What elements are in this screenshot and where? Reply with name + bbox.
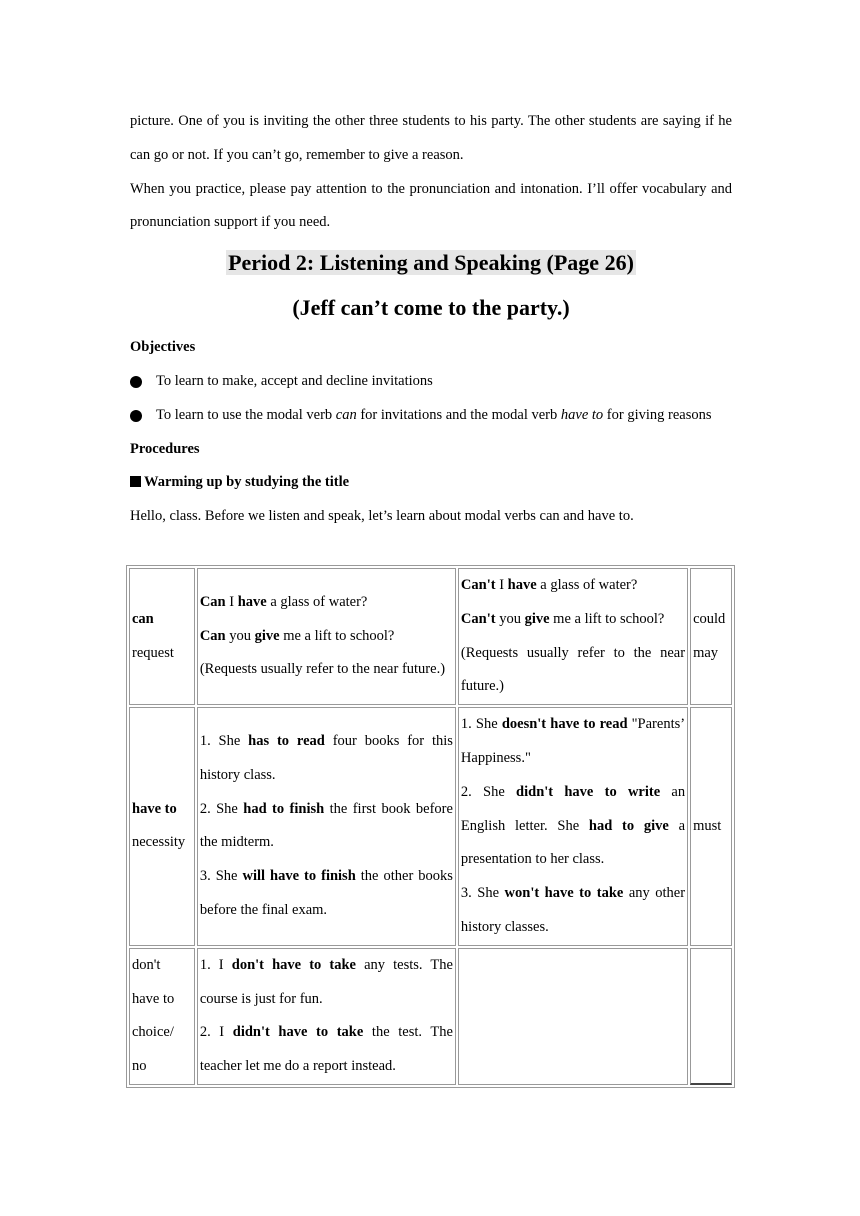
procedures-heading: Procedures [130, 440, 200, 457]
related-modal: could [693, 610, 726, 627]
row-label: can [132, 610, 154, 627]
text: the other books before the final exam. [199, 868, 453, 919]
keyword: have [507, 577, 537, 593]
table-row [129, 948, 732, 1085]
text: 2. She [199, 800, 244, 817]
keyword: Can [199, 593, 226, 610]
text: me a lift to school? [549, 610, 665, 627]
keyword: Can't [460, 610, 496, 627]
modal-can-italic: can [335, 406, 357, 423]
text: any tests. The course is just for fun. [199, 956, 453, 1007]
keyword: didn't have to take [232, 1024, 364, 1041]
text: you [225, 627, 255, 644]
keyword: give [254, 627, 280, 644]
keyword: give [524, 610, 550, 627]
objective-item-1 [130, 365, 732, 399]
period-title-text: Period 2: Listening and Speaking (Page 26) [228, 250, 634, 276]
text: "Parents’ Happiness." [460, 716, 686, 766]
table-cell [197, 568, 456, 705]
modal-verbs-table [126, 565, 735, 1088]
text: 3. She [199, 868, 243, 885]
row-label: have to [132, 800, 177, 817]
text: 3. She [460, 885, 505, 902]
row-function: request [132, 644, 174, 661]
example-line [200, 949, 453, 1017]
keyword: Can [199, 627, 226, 644]
text: me a lift to school? [279, 627, 395, 644]
example-line [461, 877, 685, 945]
example-line [200, 586, 453, 620]
table-row [129, 707, 732, 946]
keyword: won't have to take [504, 885, 624, 902]
example-line [200, 620, 453, 654]
example-line [200, 793, 453, 861]
modal-have-to-italic: have to [560, 406, 604, 423]
keyword: Can't [460, 577, 496, 593]
table-cell [129, 948, 195, 1085]
objective-item-2-text: for giving reasons [603, 406, 712, 423]
text: a glass of water? [266, 593, 368, 610]
objectives-heading: Objectives [130, 339, 196, 356]
row-function: necessity [132, 834, 186, 851]
text: 2. I [199, 1024, 233, 1041]
text: 1. She [460, 716, 502, 733]
objective-item-2 [130, 399, 732, 433]
example-line [200, 725, 453, 793]
table-cell [197, 707, 456, 946]
keyword: had to give [588, 817, 669, 834]
table-cell [690, 568, 732, 705]
keyword: will have to finish [242, 868, 356, 885]
text: the test. The teacher let me do a report instead. [199, 1024, 453, 1075]
text: a glass of water? [536, 577, 638, 593]
text: an English letter. She [460, 783, 686, 834]
table-cell [690, 707, 732, 946]
table-cell [458, 707, 688, 946]
related-modal: must [693, 817, 722, 834]
period-subtitle: (Jeff can’t come to the party.) [292, 295, 570, 321]
keyword: had to finish [243, 800, 325, 817]
example-line [461, 569, 685, 603]
related-modal: may [693, 644, 719, 661]
step-title-text: Warming up by studying the title [144, 474, 350, 491]
text: 2. She [460, 783, 517, 800]
text: I [225, 593, 238, 610]
text: I [495, 577, 508, 593]
objective-item-2-text: for invitations and the modal verb [356, 406, 561, 423]
keyword: has to read [248, 733, 325, 750]
text: you [495, 610, 525, 627]
text: 1. She [199, 733, 249, 750]
table-cell-empty [458, 948, 688, 1085]
keyword: have [237, 593, 267, 610]
step-text: Hello, class. Before we listen and speak, let’s learn about modal verbs can and have to. [130, 508, 634, 525]
example-line [200, 860, 453, 928]
text: 1. I [199, 956, 232, 973]
text: four books for this history class. [199, 733, 453, 783]
table-cell [458, 568, 688, 705]
text: a presentation to her class. [460, 817, 686, 868]
step-title [130, 466, 732, 500]
square-bullet-icon [130, 476, 141, 487]
table-cell-empty [690, 948, 732, 1085]
row-label: have to [132, 990, 175, 1007]
intro-paragraph-1: picture. One of you is inviting the other three students to his party. The other students are saying if he can go or not. If you can’t go, remember to give a reason. [130, 113, 732, 163]
example-line [461, 776, 685, 877]
example-line [461, 603, 685, 637]
intro-paragraph-2: When you practice, please pay attention to the pronunciation and intonation. I’ll offer vocabulary and pronunciation support if you need. [130, 180, 732, 231]
bullet-icon [130, 376, 142, 388]
row-function: choice/ [132, 1024, 174, 1041]
keyword: didn't have to write [516, 783, 661, 800]
document-body [130, 105, 732, 534]
row-function: no [132, 1058, 147, 1075]
objective-item-1-text: To learn to make, accept and decline invitations [156, 372, 433, 389]
note: (Requests usually refer to the near future.) [199, 661, 446, 678]
row-label: don't [132, 956, 161, 973]
table-cell [197, 948, 456, 1085]
table-cell [129, 707, 195, 946]
bullet-icon [130, 410, 142, 422]
text: the first book before the midterm. [199, 800, 453, 851]
example-line [200, 1016, 453, 1084]
table-cell [129, 568, 195, 705]
table-row [129, 568, 732, 705]
objective-item-2-text: To learn to use the modal verb [156, 406, 336, 423]
note: (Requests usually refer to the near future.) [460, 644, 686, 695]
example-line [461, 708, 685, 776]
keyword: don't have to take [231, 956, 356, 973]
keyword: doesn't have to read [501, 716, 628, 733]
period-title [130, 248, 732, 278]
text: any other history classes. [460, 885, 686, 935]
